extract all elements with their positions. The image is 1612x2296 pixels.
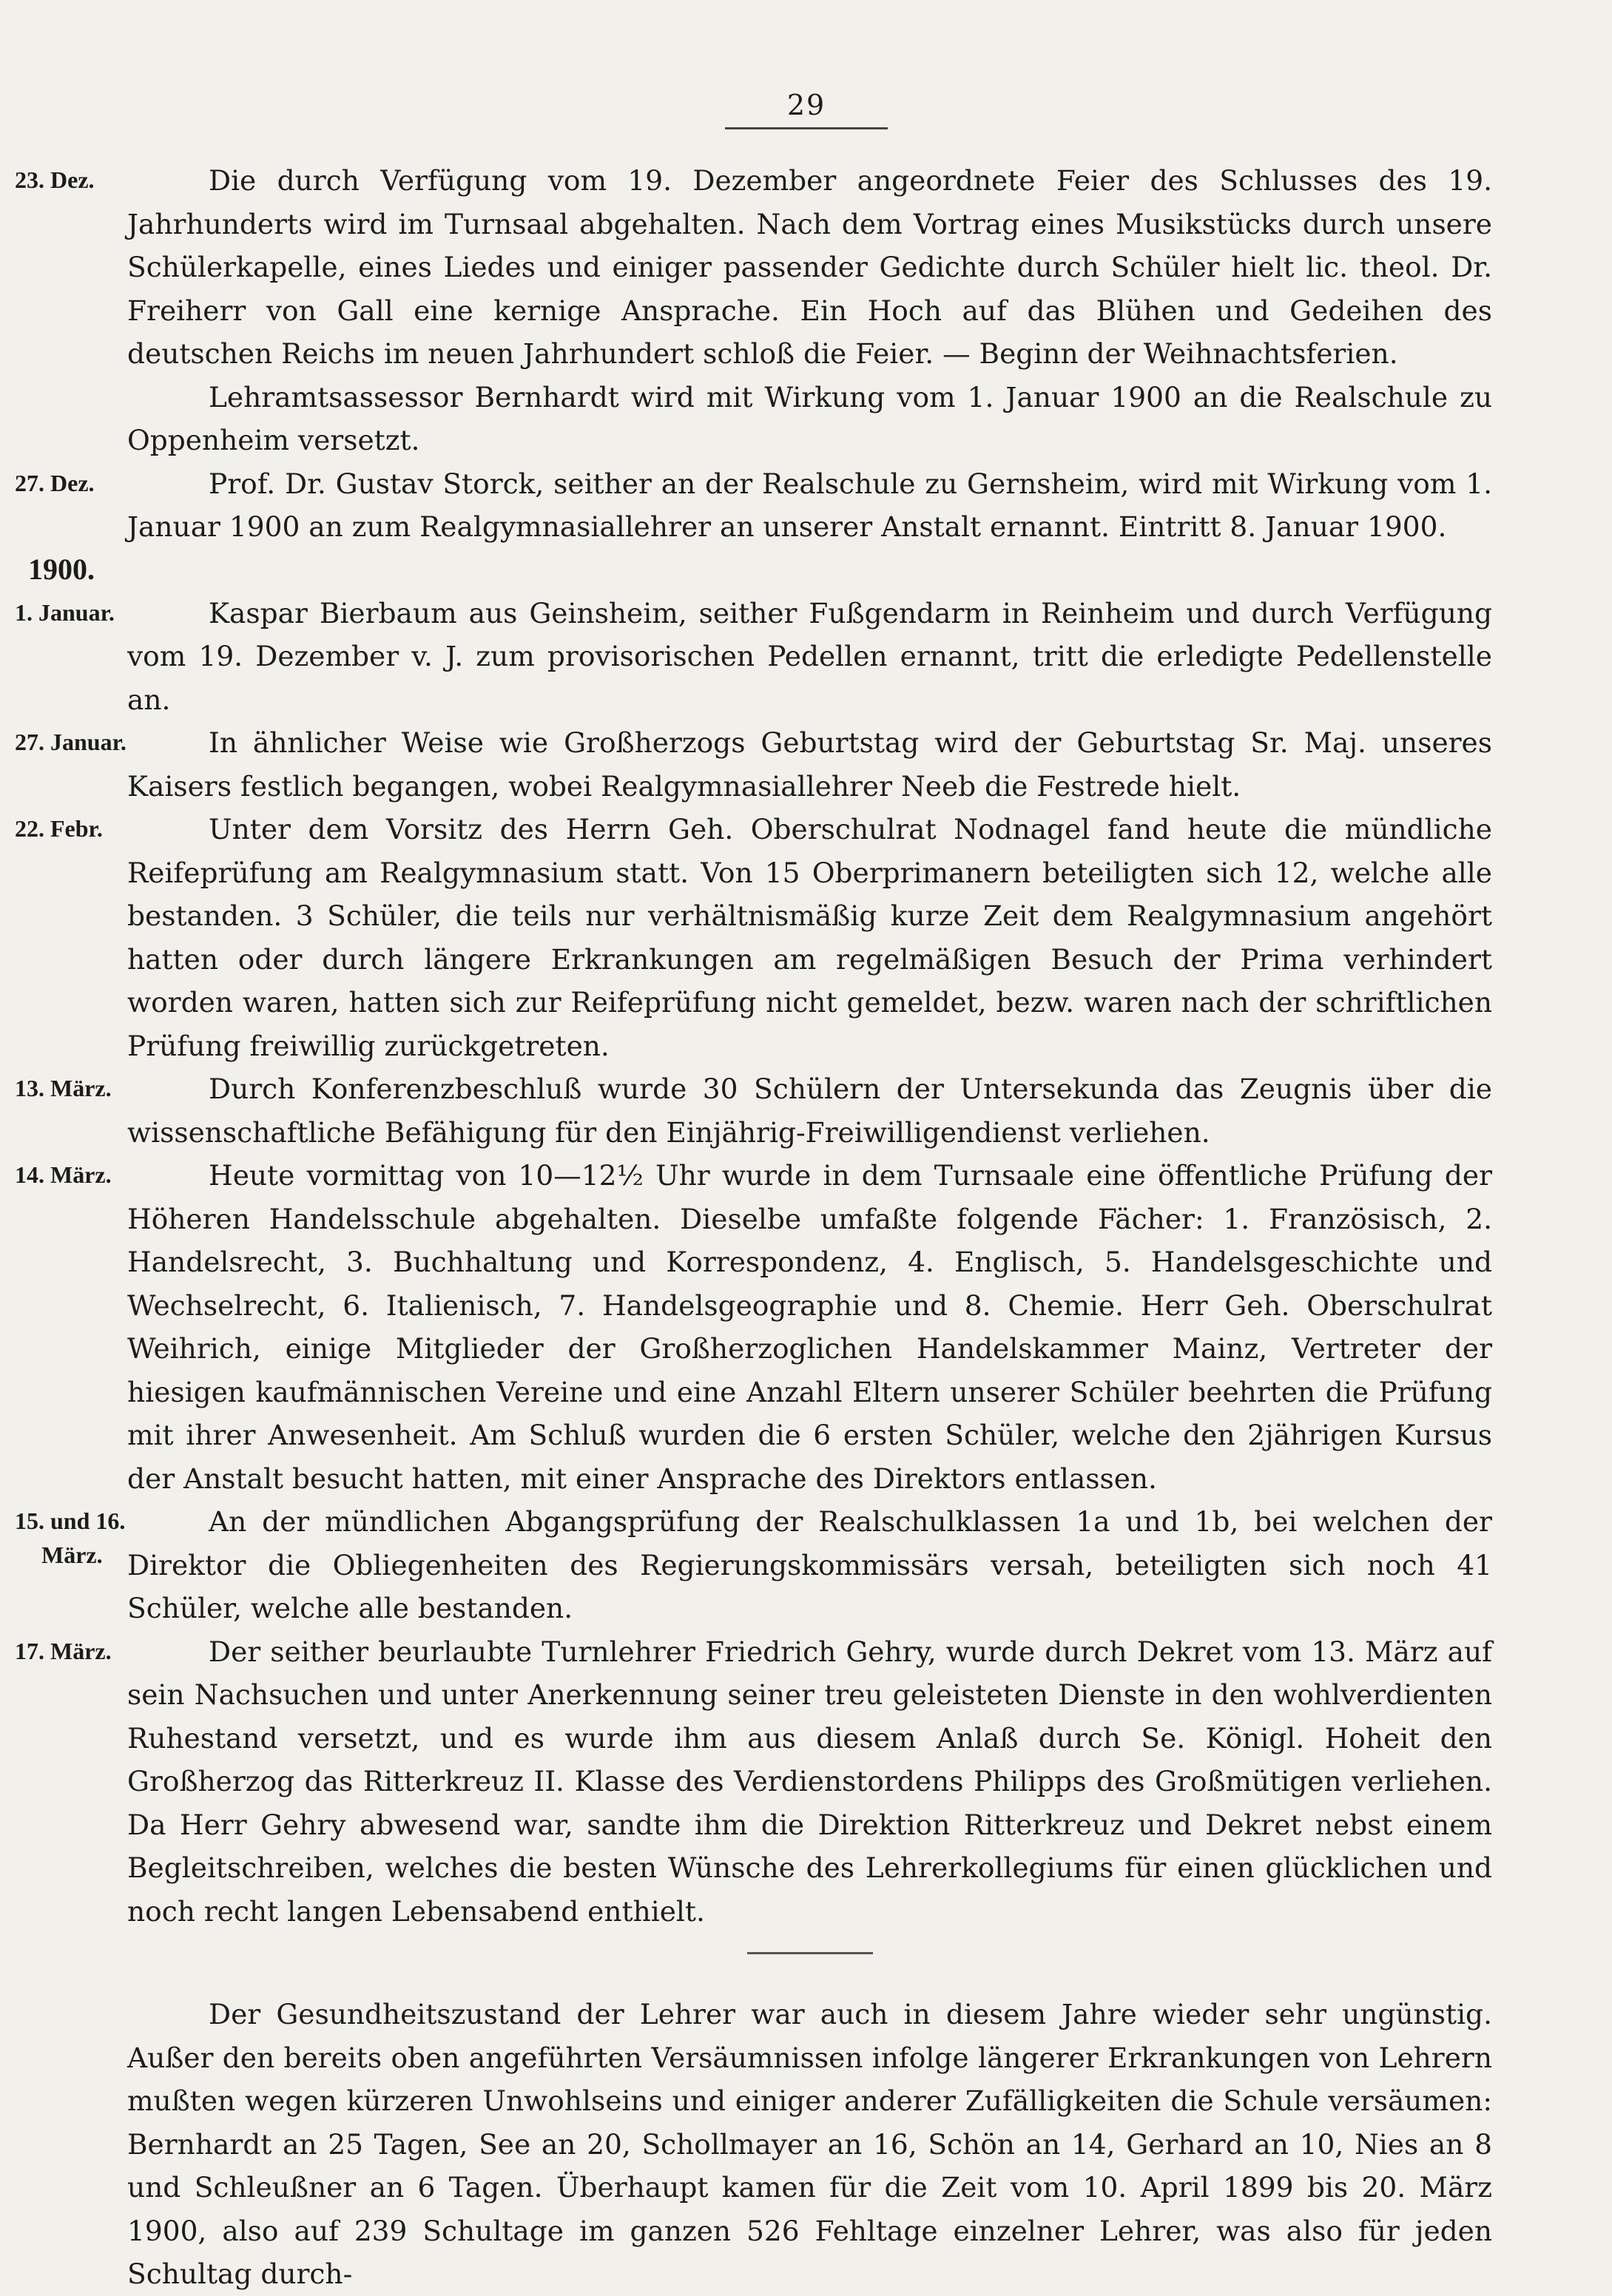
entry-text: Kaspar Bierbaum aus Geinsheim, seither Fußgendarm in Reinheim und durch Verfügung vom 19. Dezember v. J. zum provisorischen Pedellen ernannt, tritt die erledigte Pedellenstelle an.: [127, 596, 1492, 716]
closing-paragraph: Der Gesundheitszustand der Lehrer war auch in diesem Jahre wieder sehr ungünstig. Außer den bereits oben angeführten Versäumnissen infolge längerer Erkrankungen von Lehrern mußten wegen kürzeren Unwohlseins und einiger anderer Zufälligkeiten die Schule versäumen: Bernhardt an 25 Tagen, See an 20, Schollmayer an 16, Schön an 14, Gerhard an 10, Nies an 8 und Schleußner an 6 Tagen. Überhaupt kamen für die Zeit vom 10. April 1899 bis 20. März 1900, also auf 239 Schultage im ganzen 526 Fehltage einzelner Lehrer, was also für jeden Schultag durch-: [127, 1998, 1492, 2290]
entry-text: An der mündlichen Abgangsprüfung der Realschulklassen 1a und 1b, bei welchen der Direktor die Obliegenheiten des Regierungskommissärs versah, beteiligten sich noch 41 Schüler, welche alle bestanden.: [127, 1505, 1492, 1624]
entry-text: Heute vormittag von 10—12½ Uhr wurde in dem Turnsaale eine öffentliche Prüfung der Höheren Handelsschule abgehalten. Dieselbe umfaßte folgende Fächer: 1. Französisch, 2. Handelsrecht, 3. Buchhaltung und Korrespondenz, 4. Englisch, 5. Handelsgeschichte und Wechselrecht, 6. Italienisch, 7. Handelsgeographie und 8. Chemie. Herr Geh. Oberschulrat Weihrich, einige Mitglieder der Großherzoglichen Handelskammer Mainz, Vertreter der hiesigen kaufmännischen Vereine und eine Anzahl Eltern unserer Schüler beehrten die Prüfung mit ihrer Anwesenheit. Am Schluß wurden die 6 ersten Schüler, welche den 2jährigen Kursus der Anstalt besucht hatten, mit einer Ansprache des Direktors entlassen.: [127, 1159, 1492, 1495]
entry-text: Die durch Verfügung vom 19. Dezember angeordnete Feier des Schlusses des 19. Jahrhunderts wird im Turnsaal abgehalten. Nach dem Vortrag eines Musikstücks durch unsere Schülerkapelle, eines Liedes und einiger passender Gedichte durch Schüler hielt lic. theol. Dr. Freiherr von Gall eine kernige Ansprache. Ein Hoch auf das Blühen und Gedeihen des deutschen Reichs im neuen Jahrhundert schloß die Feier. — Beginn der Weihnachtsferien.: [127, 164, 1492, 370]
chronicle-entry: [0, 552, 1612, 722]
entry-year: 1900.: [28, 552, 95, 586]
entry-date: 15. und 16.: [15, 1507, 126, 1534]
entry-text: Prof. Dr. Gustav Storck, seither an der Realschule zu Gernsheim, wird mit Wirkung vom 1. Januar 1900 an zum Realgymnasiallehrer an unserer Anstalt ernannt. Eintritt 8. Januar 1900.: [127, 467, 1492, 543]
chronicle-entry: [0, 376, 1612, 462]
entry-date: 22. Febr.: [15, 815, 103, 842]
chronicle-entry: [0, 1067, 1612, 1154]
chronicle-entry: [0, 1500, 1612, 1630]
entry-date: 23. Dez.: [15, 166, 95, 193]
entry-date-month: März.: [41, 1542, 103, 1568]
entry-date: 27. Dez.: [15, 469, 95, 496]
entry-date-block: [15, 1500, 133, 1568]
header-rule: [725, 127, 888, 129]
entry-date: 27. Januar.: [15, 729, 127, 755]
entry-text: Durch Konferenzbeschluß wurde 30 Schülern der Untersekunda das Zeugnis über die wissenschaftliche Befähigung für den Einjährig-Freiwilligendienst verliehen.: [127, 1073, 1492, 1149]
chronicle-entry: [0, 1630, 1612, 1934]
entry-text: Unter dem Vorsitz des Herrn Geh. Oberschulrat Nodnagel fand heute die mündliche Reifeprüfung am Realgymnasium statt. Von 15 Oberprimanern beteiligten sich 12, welche alle bestanden. 3 Schüler, die teils nur verhältnismäßig kurze Zeit dem Realgymnasium angehört hatten oder durch längere Erkrankungen am regelmäßigen Besuch der Prima verhindert worden waren, hatten sich zur Reifeprüfung nicht gemeldet, bezw. waren nach der schriftlichen Prüfung freiwillig zurückgetreten.: [127, 813, 1492, 1062]
entry-date: 14. März.: [15, 1161, 112, 1188]
section-divider: [747, 1952, 873, 1954]
entry-date: 17. März.: [15, 1637, 112, 1664]
chronicle-entry: [0, 1154, 1612, 1500]
chronicle-entry: [0, 721, 1612, 808]
entry-text: Der seither beurlaubte Turnlehrer Friedrich Gehry, wurde durch Dekret vom 13. März auf sein Nachsuchen und unter Anerkennung seiner treu geleisteten Dienste in den wohlverdienten Ruhestand versetzt, und es wurde ihm aus diesem Anlaß durch Se. Königl. Hoheit den Großherzog das Ritterkreuz II. Klasse des Verdienstordens Philipps des Großmütigen verliehen. Da Herr Gehry abwesend war, sandte ihm die Direktion Ritterkreuz und Dekret nebst einem Begleitschreiben, welches die besten Wünsche des Lehrerkollegiums für einen glücklichen und noch recht langen Lebensabend enthielt.: [127, 1635, 1492, 1928]
chronicle-entries: [0, 159, 1612, 2296]
chronicle-entry: [0, 808, 1612, 1067]
page-number: 29: [786, 89, 826, 121]
entry-text: In ähnlicher Weise wie Großherzogs Geburtstag wird der Geburtstag Sr. Maj. unseres Kaisers festlich begangen, wobei Realgymnasiallehrer Neeb die Festrede hielt.: [127, 726, 1492, 803]
chronicle-entry: [0, 159, 1612, 376]
entry-text: Lehramtsassessor Bernhardt wird mit Wirkung vom 1. Januar 1900 an die Realschule zu Oppenheim versetzt.: [127, 380, 1492, 456]
entry-date: 1. Januar.: [15, 598, 115, 626]
chronicle-entry: [0, 462, 1612, 549]
entry-date: 13. März.: [15, 1075, 112, 1101]
